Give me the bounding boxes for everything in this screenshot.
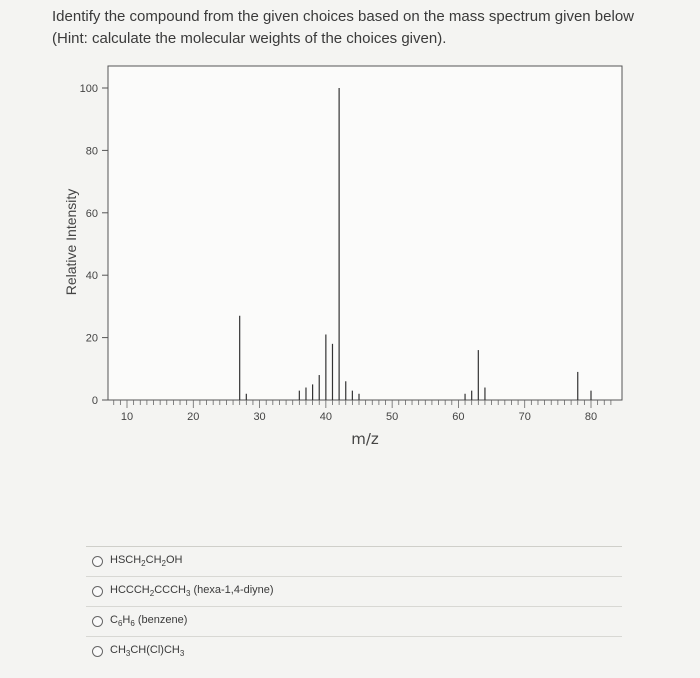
- radio-button[interactable]: [92, 586, 103, 597]
- label-text: CH: [110, 644, 126, 657]
- answer-choice-4[interactable]: [86, 636, 622, 666]
- label-text: HSCH: [110, 554, 142, 567]
- y-axis-label: Relative Intensity: [63, 188, 79, 296]
- x-axis-label: m/z: [351, 430, 379, 448]
- radio-button[interactable]: [92, 556, 103, 567]
- subscript: 2: [161, 559, 166, 569]
- chart-axes: [102, 66, 622, 408]
- subscript: 6: [117, 619, 123, 629]
- x-tick-label: 70: [518, 411, 531, 423]
- subscript: 2: [149, 589, 155, 599]
- y-tick-label: 40: [85, 270, 98, 283]
- x-tick-label: 30: [253, 411, 266, 423]
- x-tick-label: 80: [584, 411, 598, 423]
- subscript: 3: [185, 589, 191, 599]
- x-tick-label: 50: [386, 411, 399, 423]
- choice-label: [110, 644, 184, 658]
- subscript: 3: [125, 649, 131, 659]
- choice-label: [110, 614, 187, 628]
- plot-frame: [108, 66, 622, 400]
- subscript: 3: [179, 649, 185, 659]
- answer-choice-1[interactable]: [86, 546, 622, 576]
- label-text: CCCH: [154, 584, 186, 597]
- answer-choice-3[interactable]: [86, 606, 622, 636]
- answer-choice-2[interactable]: [86, 576, 622, 606]
- label-text: HCCCH: [110, 584, 150, 597]
- subscript: 2: [141, 559, 146, 569]
- question-text: Identify the compound from the given choices based on the mass spectrum given below (Hint: calculate the molecular weights of the choices given).: [52, 8, 634, 47]
- x-tick-label: 10: [120, 411, 134, 423]
- choice-label: [110, 554, 182, 568]
- label-text: (hexa-1,4-diyne): [190, 584, 274, 597]
- radio-button[interactable]: [92, 646, 103, 657]
- radio-button[interactable]: [92, 616, 103, 627]
- label-text: (benzene): [134, 614, 188, 627]
- y-tick-label: 100: [79, 83, 98, 95]
- label-text: CH(Cl)CH: [130, 644, 180, 657]
- choice-label: [110, 584, 274, 598]
- answer-choices: [86, 546, 622, 666]
- label-text: OH: [165, 554, 183, 567]
- label-text: C: [110, 614, 118, 627]
- x-tick-label: 20: [187, 411, 200, 423]
- label-text: CH: [145, 554, 162, 567]
- x-tick-label: 40: [319, 411, 332, 423]
- x-tick-label: 60: [452, 411, 465, 423]
- label-text: H: [122, 614, 131, 627]
- y-tick-label: 80: [85, 145, 98, 158]
- subscript: 6: [130, 619, 135, 629]
- y-tick-label: 60: [85, 207, 98, 220]
- y-tick-label: 20: [85, 332, 98, 345]
- y-tick-label: 0: [91, 395, 98, 407]
